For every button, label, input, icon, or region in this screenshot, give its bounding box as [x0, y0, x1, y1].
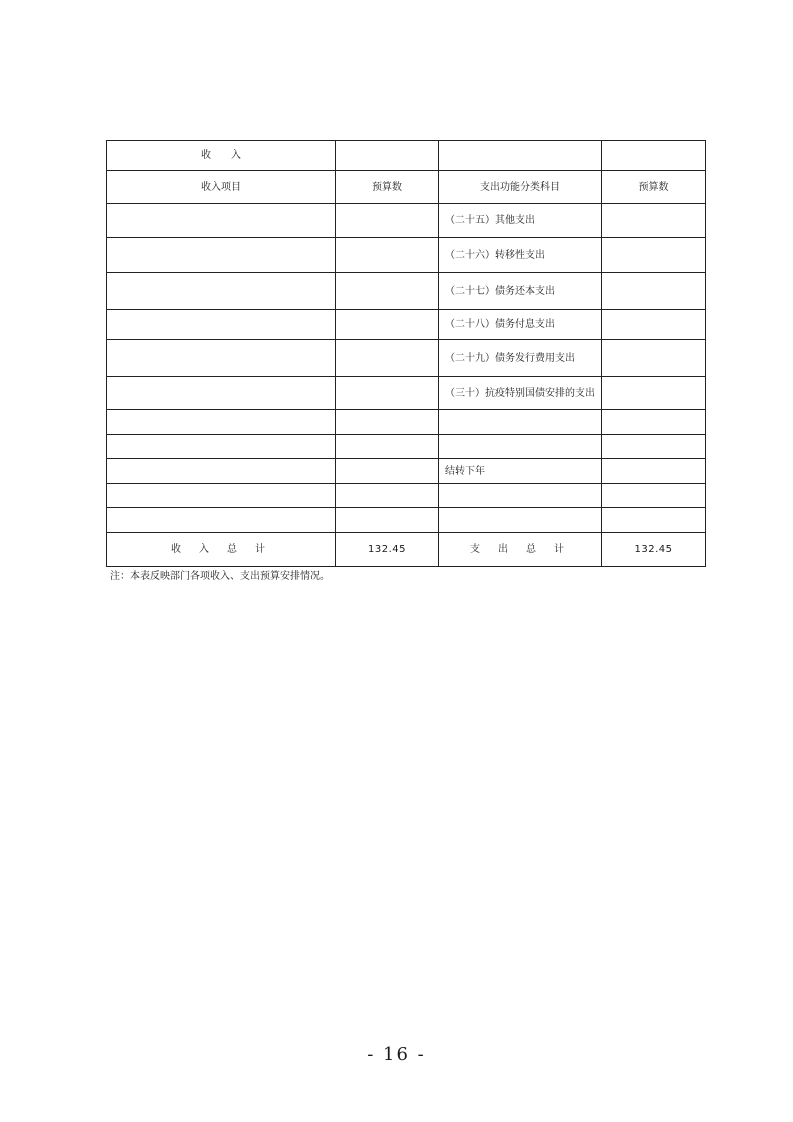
header-row-2	[107, 171, 706, 204]
table-row	[107, 459, 706, 484]
expenditure-item-cell: （二十五）其他支出	[439, 204, 602, 238]
income-amount-cell	[336, 204, 439, 238]
header-empty-cell	[439, 141, 602, 171]
income-header: 收 入	[107, 141, 336, 171]
income-amount-cell	[336, 238, 439, 273]
income-budget-header: 预算数	[336, 171, 439, 204]
expenditure-amount-cell	[602, 340, 706, 377]
expenditure-total-label: 支出总计	[439, 533, 602, 567]
income-item-cell	[107, 273, 336, 310]
expenditure-amount-cell	[602, 484, 706, 508]
expenditure-amount-cell	[602, 459, 706, 484]
income-amount-cell	[336, 273, 439, 310]
income-amount-cell	[336, 508, 439, 533]
header-row-1	[107, 141, 706, 171]
table-row	[107, 508, 706, 533]
page-number: - 16 -	[367, 1044, 426, 1065]
income-item-cell	[107, 435, 336, 459]
table-row	[107, 310, 706, 340]
income-amount-cell	[336, 310, 439, 340]
income-item-cell	[107, 238, 336, 273]
table-row	[107, 377, 706, 410]
income-item-header: 收入项目	[107, 171, 336, 204]
budget-summary-table	[106, 140, 706, 567]
expenditure-amount-cell	[602, 508, 706, 533]
expenditure-budget-header: 预算数	[602, 171, 706, 204]
expenditure-amount-cell	[602, 410, 706, 435]
income-item-cell	[107, 410, 336, 435]
table-row	[107, 484, 706, 508]
header-empty-cell	[336, 141, 439, 171]
income-amount-cell	[336, 377, 439, 410]
income-item-cell	[107, 377, 336, 410]
expenditure-item-cell: （二十九）债务发行费用支出	[439, 340, 602, 377]
expenditure-item-cell: （二十七）债务还本支出	[439, 273, 602, 310]
table-footnote: 注：本表反映部门各项收入、支出预算安排情况。	[110, 571, 330, 582]
income-item-cell	[107, 484, 336, 508]
expenditure-item-cell: 结转下年	[439, 459, 602, 484]
table-row	[107, 410, 706, 435]
expenditure-total-value: 132.45	[602, 533, 706, 567]
expenditure-item-cell: （二十六）转移性支出	[439, 238, 602, 273]
expenditure-item-cell	[439, 508, 602, 533]
expenditure-amount-cell	[602, 310, 706, 340]
income-amount-cell	[336, 340, 439, 377]
table-row	[107, 204, 706, 238]
income-item-cell	[107, 310, 336, 340]
income-item-cell	[107, 459, 336, 484]
income-amount-cell	[336, 459, 439, 484]
expenditure-amount-cell	[602, 238, 706, 273]
total-row	[107, 533, 706, 567]
expenditure-category-header: 支出功能分类科目	[439, 171, 602, 204]
expenditure-amount-cell	[602, 273, 706, 310]
header-empty-cell	[602, 141, 706, 171]
income-item-cell	[107, 508, 336, 533]
expenditure-item-cell: （二十八）债务付息支出	[439, 310, 602, 340]
income-item-cell	[107, 340, 336, 377]
income-amount-cell	[336, 484, 439, 508]
expenditure-item-cell	[439, 435, 602, 459]
expenditure-amount-cell	[602, 435, 706, 459]
income-total-label: 收入总计	[107, 533, 336, 567]
expenditure-amount-cell	[602, 204, 706, 238]
table-row	[107, 273, 706, 310]
table-row	[107, 238, 706, 273]
income-amount-cell	[336, 435, 439, 459]
table-row	[107, 340, 706, 377]
table-row	[107, 435, 706, 459]
income-total-value: 132.45	[336, 533, 439, 567]
income-amount-cell	[336, 410, 439, 435]
expenditure-item-cell	[439, 484, 602, 508]
expenditure-item-cell: （三十）抗疫特别国债安排的支出	[439, 377, 602, 410]
expenditure-amount-cell	[602, 377, 706, 410]
income-item-cell	[107, 204, 336, 238]
expenditure-item-cell	[439, 410, 602, 435]
